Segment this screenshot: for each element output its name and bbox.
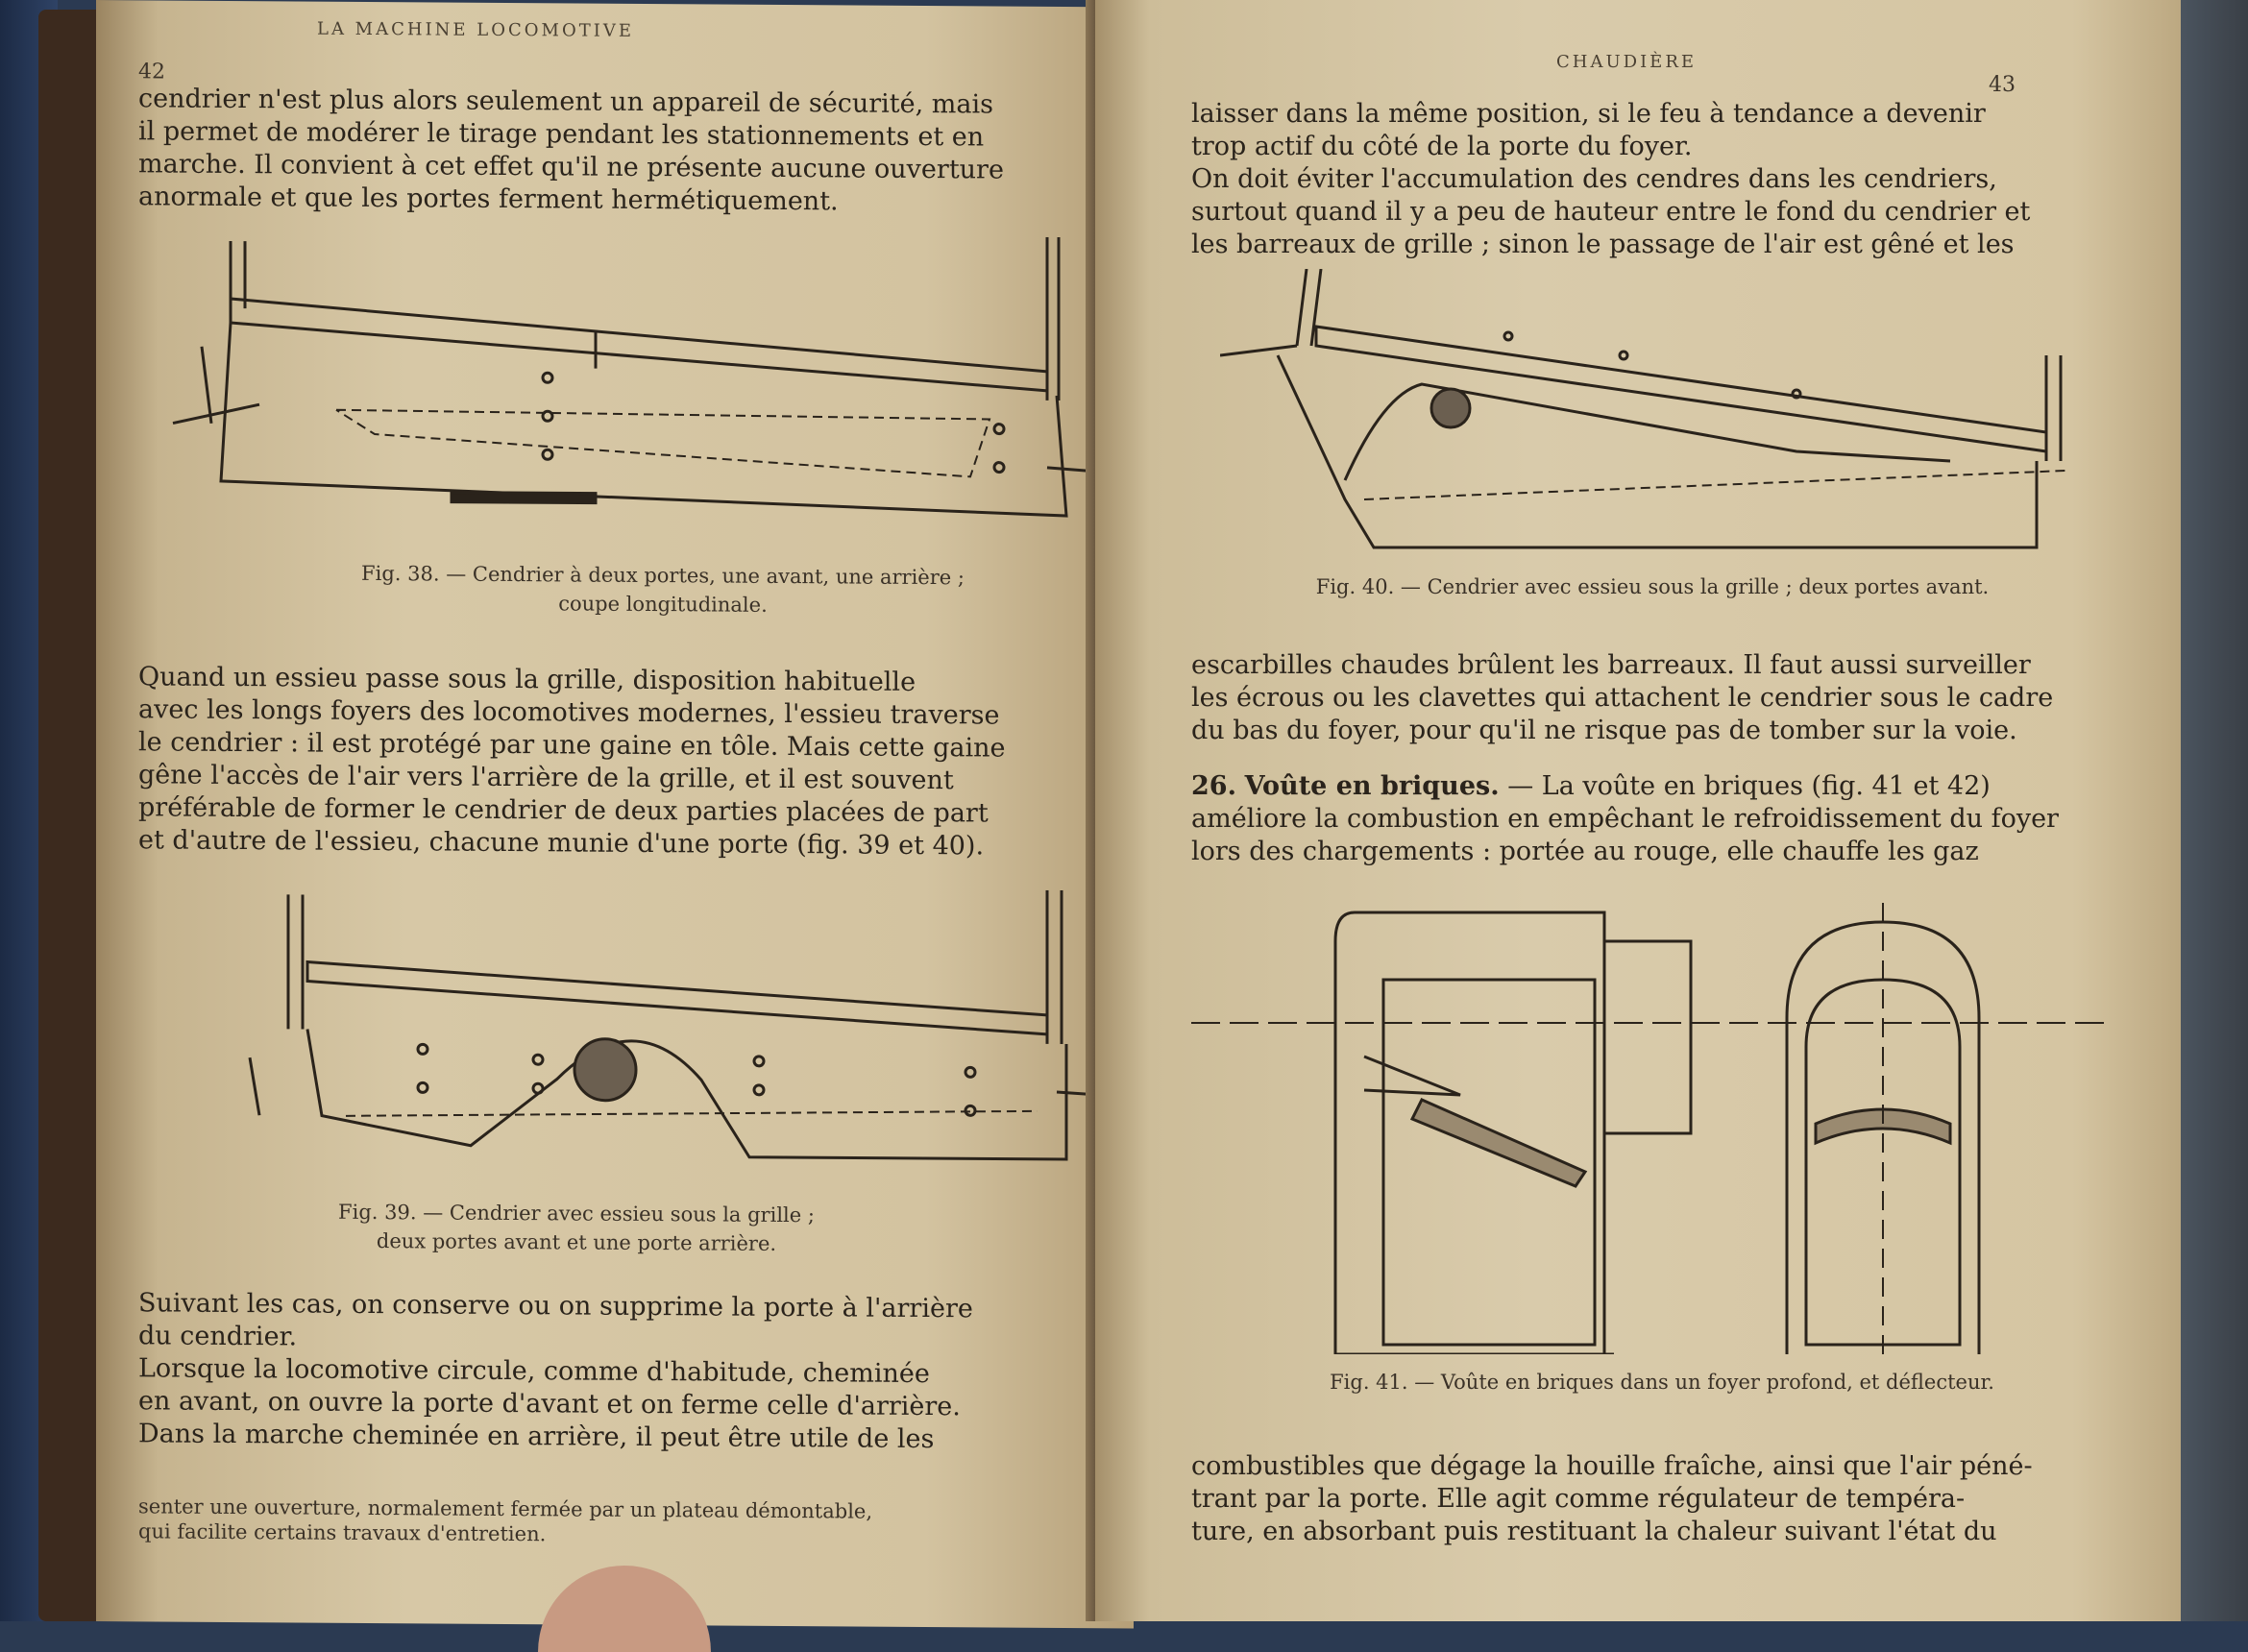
caption-line: Fig. 40. — Cendrier avec essieu sous la grille ; deux portes avant. <box>1315 575 1990 598</box>
text-line: trant par la porte. Elle agit comme régulateur de tempéra- <box>1191 1484 1966 1514</box>
caption-line: Fig. 41. — Voûte en briques dans un foyer profond, et déflecteur. <box>1330 1371 1994 1394</box>
section-26-paragraph <box>1191 770 2114 868</box>
text-line: combustibles que dégage la houille fraîche, ainsi que l'air péné- <box>1191 1451 2033 1481</box>
text-line: lors des chargements : portée au rouge, elle chauffe les gaz <box>1191 837 1979 866</box>
text-line: il permet de modérer le tirage pendant les stationnements et en <box>138 116 985 153</box>
text-line: anormale et que les portes ferment hermétiquement. <box>138 182 839 217</box>
figure-40-svg <box>1220 269 2104 557</box>
text-line: escarbilles chaudes brûlent les barreaux. Il faut aussi surveiller <box>1191 650 2031 680</box>
text-line: Lorsque la locomotive circule, comme d'habitude, cheminée <box>138 1353 930 1390</box>
caption-line: Fig. 39. — Cendrier avec essieu sous la grille ; <box>338 1200 815 1227</box>
text-line: cendrier n'est plus alors seulement un appareil de sécurité, mais <box>138 84 993 120</box>
text-line: du cendrier. <box>138 1321 298 1352</box>
text-line: Dans la marche cheminée en arrière, il peut être utile de les <box>138 1419 935 1455</box>
text-line: laisser dans la même position, si le feu à tendance a devenir <box>1191 99 1986 129</box>
figure-39-ashpan-drawing <box>173 885 1134 1179</box>
caption-line: coupe longitudinale. <box>558 592 768 617</box>
footnote-line: senter une ouverture, normalement fermée par un plateau démontable, <box>138 1494 873 1523</box>
right-middle-paragraph <box>1191 649 2114 747</box>
left-footnote <box>138 1494 1099 1550</box>
figure-41-brick-arch-drawing <box>1191 903 2133 1354</box>
figure-38-caption <box>240 558 1086 621</box>
figure-39-svg <box>173 885 1134 1179</box>
text-line: améliore la combustion en empêchant le refroidissement du foyer <box>1191 804 2059 834</box>
left-intro-paragraph <box>138 83 1099 220</box>
text-line: les écrous ou les clavettes qui attachent le cendrier sous le cadre <box>1191 683 2054 713</box>
text-line: avec les longs foyers des locomotives modernes, l'essieu traverse <box>138 694 1000 731</box>
text-line: préférable de former le cendrier de deux parties placées de part <box>138 792 989 829</box>
text-line: trop actif du côté de la porte du foyer. <box>1191 132 1693 161</box>
text-line: Suivant les cas, on conserve ou on supprime la porte à l'arrière <box>138 1288 973 1324</box>
right-page <box>1095 0 2181 1621</box>
page-number-left: 42 <box>138 60 165 85</box>
caption-line: Fig. 38. — Cendrier à deux portes, une avant, une arrière ; <box>361 561 965 590</box>
text-line: les barreaux de grille ; sinon le passage de l'air est gêné et les <box>1191 230 2015 259</box>
text-line: gêne l'accès de l'air vers l'arrière de la grille, et il est souvent <box>138 760 954 796</box>
left-bottom-paragraph <box>138 1287 1099 1457</box>
section-text: — La voûte en briques (fig. 41 et 42) <box>1499 771 1991 801</box>
left-page <box>96 0 1134 1629</box>
right-bottom-paragraph <box>1191 1450 2114 1548</box>
figure-41-caption <box>1191 1368 2133 1397</box>
figure-41-svg <box>1191 903 2133 1354</box>
figure-38-ashpan-drawing <box>163 231 1124 525</box>
text-line: surtout quand il y a peu de hauteur entre le fond du cendrier et <box>1191 197 2031 227</box>
text-line: en avant, on ouvre la porte d'avant et on ferme celle d'arrière. <box>138 1386 961 1422</box>
running-head-right: CHAUDIÈRE <box>1556 52 1698 72</box>
figure-39-caption <box>240 1197 913 1259</box>
figure-40-caption <box>1191 572 2114 601</box>
section-number: 26. <box>1191 771 1236 801</box>
page-number-right: 43 <box>1989 73 2016 97</box>
caption-line: deux portes avant et une porte arrière. <box>376 1229 777 1255</box>
right-intro-paragraph <box>1191 98 2114 261</box>
figure-38-svg <box>163 231 1124 525</box>
text-line: On doit éviter l'accumulation des cendres dans les cendriers, <box>1191 164 1997 194</box>
section-title: Voûte en briques. <box>1244 771 1500 801</box>
text-line: Quand un essieu passe sous la grille, disposition habituelle <box>138 662 916 697</box>
text-line: du bas du foyer, pour qu'il ne risque pas de tomber sur la voie. <box>1191 716 2017 745</box>
text-line: et d'autre de l'essieu, chacune munie d'une porte (fig. 39 et 40). <box>138 825 985 862</box>
text-line: marche. Il convient à cet effet qu'il ne présente aucune ouverture <box>138 149 1004 185</box>
text-line: le cendrier : il est protégé par une gaine en tôle. Mais cette gaine <box>138 727 1006 764</box>
text-line: ture, en absorbant puis restituant la chaleur suivant l'état du <box>1191 1517 1997 1546</box>
section-heading-line <box>1191 770 2114 803</box>
left-middle-paragraph <box>138 661 1099 863</box>
footnote-line: qui facilite certains travaux d'entretien. <box>138 1519 547 1546</box>
running-head-left: LA MACHINE LOCOMOTIVE <box>317 18 634 41</box>
figure-40-ashpan-drawing <box>1220 269 2104 557</box>
